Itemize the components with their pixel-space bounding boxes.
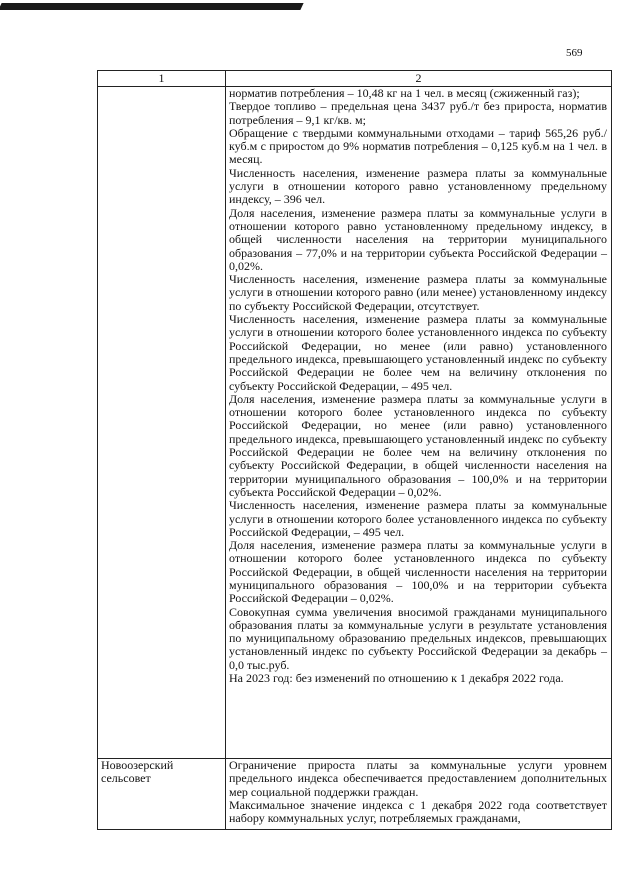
description-cell — [226, 87, 612, 759]
paragraph: Совокупная сумма увеличения вносимой гражданами муниципального образования платы за коммунальные услуги в результате установления по муниципальному образованию предельных индексов, превышающих установленный индекс по субъекту Российской Федерации за декабрь – 0,0 тыс.руб. — [229, 604, 607, 672]
paragraph: Доля населения, изменение размера платы за коммунальные услуги в отношении которого равно установленному предельному индексу, в общей численности населения на территории муниципального образования – 77,0% и на территории субъекта Российской Федерации – 0,02%. — [229, 205, 607, 273]
municipality-name-line: сельсовет — [101, 771, 151, 786]
paragraph: Ограничение прироста платы за коммунальные услуги уровнем предельного индекса обеспечивается предоставлением дополнительных мер социальной поддержки граждан. — [229, 759, 607, 799]
column-header-1: 1 — [98, 71, 226, 87]
municipality-cell — [98, 759, 226, 830]
paragraph: Обращение с твердыми коммунальными отходами – тариф 565,26 руб./куб.м с приростом до 9% норматив потребления – 0,125 куб.м на 1 чел. в месяц. — [229, 125, 607, 167]
paragraph: Твердое топливо – предельная цена 3437 руб./т без прироста, норматив потребления – 9,1 кг/кв. м; — [229, 99, 607, 127]
table-row — [98, 87, 612, 759]
paragraph: Максимальное значение индекса с 1 декабря 2022 года соответствует набору коммунальных услуг, потребляемых гражданами, — [229, 797, 607, 826]
municipality-cell — [98, 87, 226, 759]
paragraph: Численность населения, изменение размера платы за коммунальные услуги в отношении которого более установленного индекса по субъекту Российской Федерации, – 495 чел. — [229, 498, 607, 539]
municipality-name-line: Новоозерский — [101, 758, 174, 772]
table-header-row — [98, 71, 612, 87]
column-header-2: 2 — [226, 71, 612, 87]
document-table — [97, 70, 612, 830]
paragraph: Доля населения, изменение размера платы за коммунальные услуги в отношении которого более установленного индекса по субъекту Российской Федерации, но менее (или равно) установленного предельного индекса, превышающего установленный индекс по субъекту Российской Федерации не более чем на величину отклонения по субъекту Российской Федерации, в общей численности населения на территории муниципального образования – 100,0% и на территории субъекта Российской Федерации – 0,02%. — [229, 391, 607, 499]
table-row — [98, 759, 612, 830]
paragraph: Численность населения, изменение размера платы за коммунальные услуги в отношении которого равно установленному предельному индексу, – 396 чел. — [229, 165, 607, 207]
scan-artifact-bar — [0, 3, 304, 10]
paragraph: Численность населения, изменение размера платы за коммунальные услуги в отношении которого более установленного индекса по субъекту Российской Федерации, но менее (или равно) установленного предельного индекса, превышающего установленный индекс по субъекту Российской Федерации не более чем на величину отклонения по субъекту Российской Федерации, – 495 чел. — [229, 312, 607, 393]
page-number: 569 — [566, 47, 583, 59]
paragraph: Численность населения, изменение размера платы за коммунальные услуги в отношении которого равно (или менее) установленному индексу по субъекту Российской Федерации, отсутствует. — [229, 272, 607, 313]
paragraph: норматив потребления – 10,48 кг на 1 чел. в месяц (сжиженный газ); — [229, 86, 580, 100]
description-cell — [226, 759, 612, 830]
paragraph: Доля населения, изменение размера платы за коммунальные услуги в отношении которого более установленного индекса по субъекту Российской Федерации, в общей численности населения на территории муниципального образования – 100,0% и на территории субъекта Российской Федерации – 0,02%. — [229, 538, 607, 606]
paragraph: На 2023 год: без изменений по отношению к 1 декабря 2022 года. — [229, 671, 564, 686]
